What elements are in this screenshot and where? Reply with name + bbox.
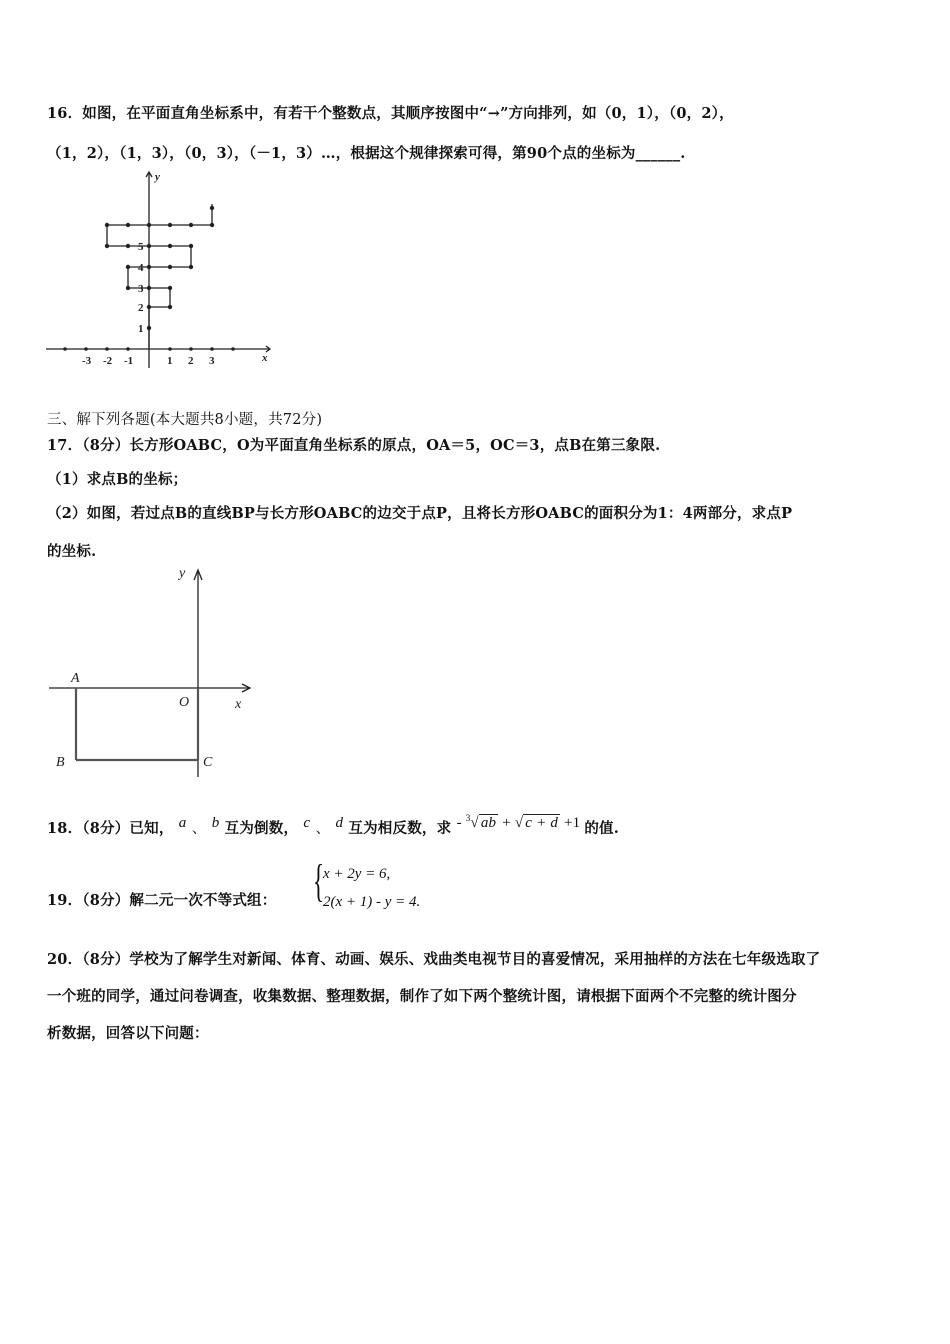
q17-label-o: O [179,695,190,710]
q16-x-tick: 1 [167,355,173,367]
q18-cube-index: 3 [465,813,471,823]
q16-x-tick: -3 [82,355,92,367]
q16-x-tick: 2 [188,355,194,367]
q19-eq1: x + 2y = 6, [323,866,391,882]
q19-prefix: 19．（8分）解二元一次不等式组： [47,892,277,909]
q18-plus-one: +1 [564,815,581,831]
q16-y-label: y [155,171,160,183]
q18-radicand-cd: c + d [525,815,559,831]
q18-suffix: 的值. [584,820,619,837]
q18-plus: + [502,815,511,831]
q18-expression: - $^3$√ ab + √ c + d +1 [456,813,581,831]
q18-var-c: c [303,815,311,831]
q19-eq2: 2(x + 1) - y = 4. [323,894,421,910]
q16-figure [40,168,280,378]
q17-line1: 17．（8分）长方形OABC，O为平面直角坐标系的原点，OA＝5，OC＝3，点B在第三象限. [47,437,661,454]
q17-y-label: y [179,566,186,581]
q16-x-tick: 3 [209,355,215,367]
q18-line [47,813,619,838]
q17-part2: （2）如图，若过点B的直线BP与长方形OABC的边交于点P，且将长方形OABC的面积分为1：4两部分，求点P [47,505,793,522]
q18-sep: 、 [315,821,331,837]
q18-var-b: b [211,815,220,831]
q18-var-d: d [335,815,344,831]
q16-line1: 16．如图，在平面直角坐标系中，有若干个整数点，其顺序按图中“→”方向排列，如（0，1），（0，2）， [47,105,734,122]
q16-line2: （1，2），（1，3），（0，3），（－1，3）…，根据这个规律探索可得，第90个点的坐标为______. [47,145,686,162]
q17-part1: （1）求点B的坐标； [47,471,188,488]
q18-var-a: a [178,815,187,831]
q18-text: 互为相反数，求 [348,820,452,837]
q16-x-tick: -1 [124,355,134,367]
q17-figure [45,562,260,782]
q18-text: 互为倒数， [224,820,299,837]
q20-line3: 析数据，回答以下问题： [47,1025,209,1042]
q17-x-label: x [235,697,242,712]
q20-line2: 一个班的同学，通过问卷调查，收集数据、整理数据，制作了如下两个整统计图，请根据下面两个不完整的统计图分 [47,988,797,1005]
q16-y-tick: 3 [138,283,144,295]
q18-sep: 、 [191,821,207,837]
q20-line1: 20．（8分）学校为了解学生对新闻、体育、动画、娱乐、戏曲类电视节目的喜爱情况，采用抽样的方法在七年级选取了 [47,951,821,968]
q19-brace: { [313,855,325,906]
section-title: 三、解下列各题(本大题共8小题，共72分) [47,412,323,428]
q18-prefix: 18．（8分）已知， [47,820,174,837]
q16-y-tick: 2 [138,302,144,314]
q16-y-tick: 4 [138,262,144,274]
q16-x-label: x [262,352,268,364]
q18-minus: - [456,815,462,831]
q17-label-a: A [71,671,80,686]
q17-part2-cont: 的坐标. [47,543,97,560]
q16-y-tick: 1 [138,323,144,335]
q16-x-tick: -2 [103,355,113,367]
q16-y-tick: 5 [138,241,144,253]
q18-radicand-ab: ab [480,815,497,831]
q17-label-c: C [203,755,213,770]
q17-label-b: B [56,755,65,770]
